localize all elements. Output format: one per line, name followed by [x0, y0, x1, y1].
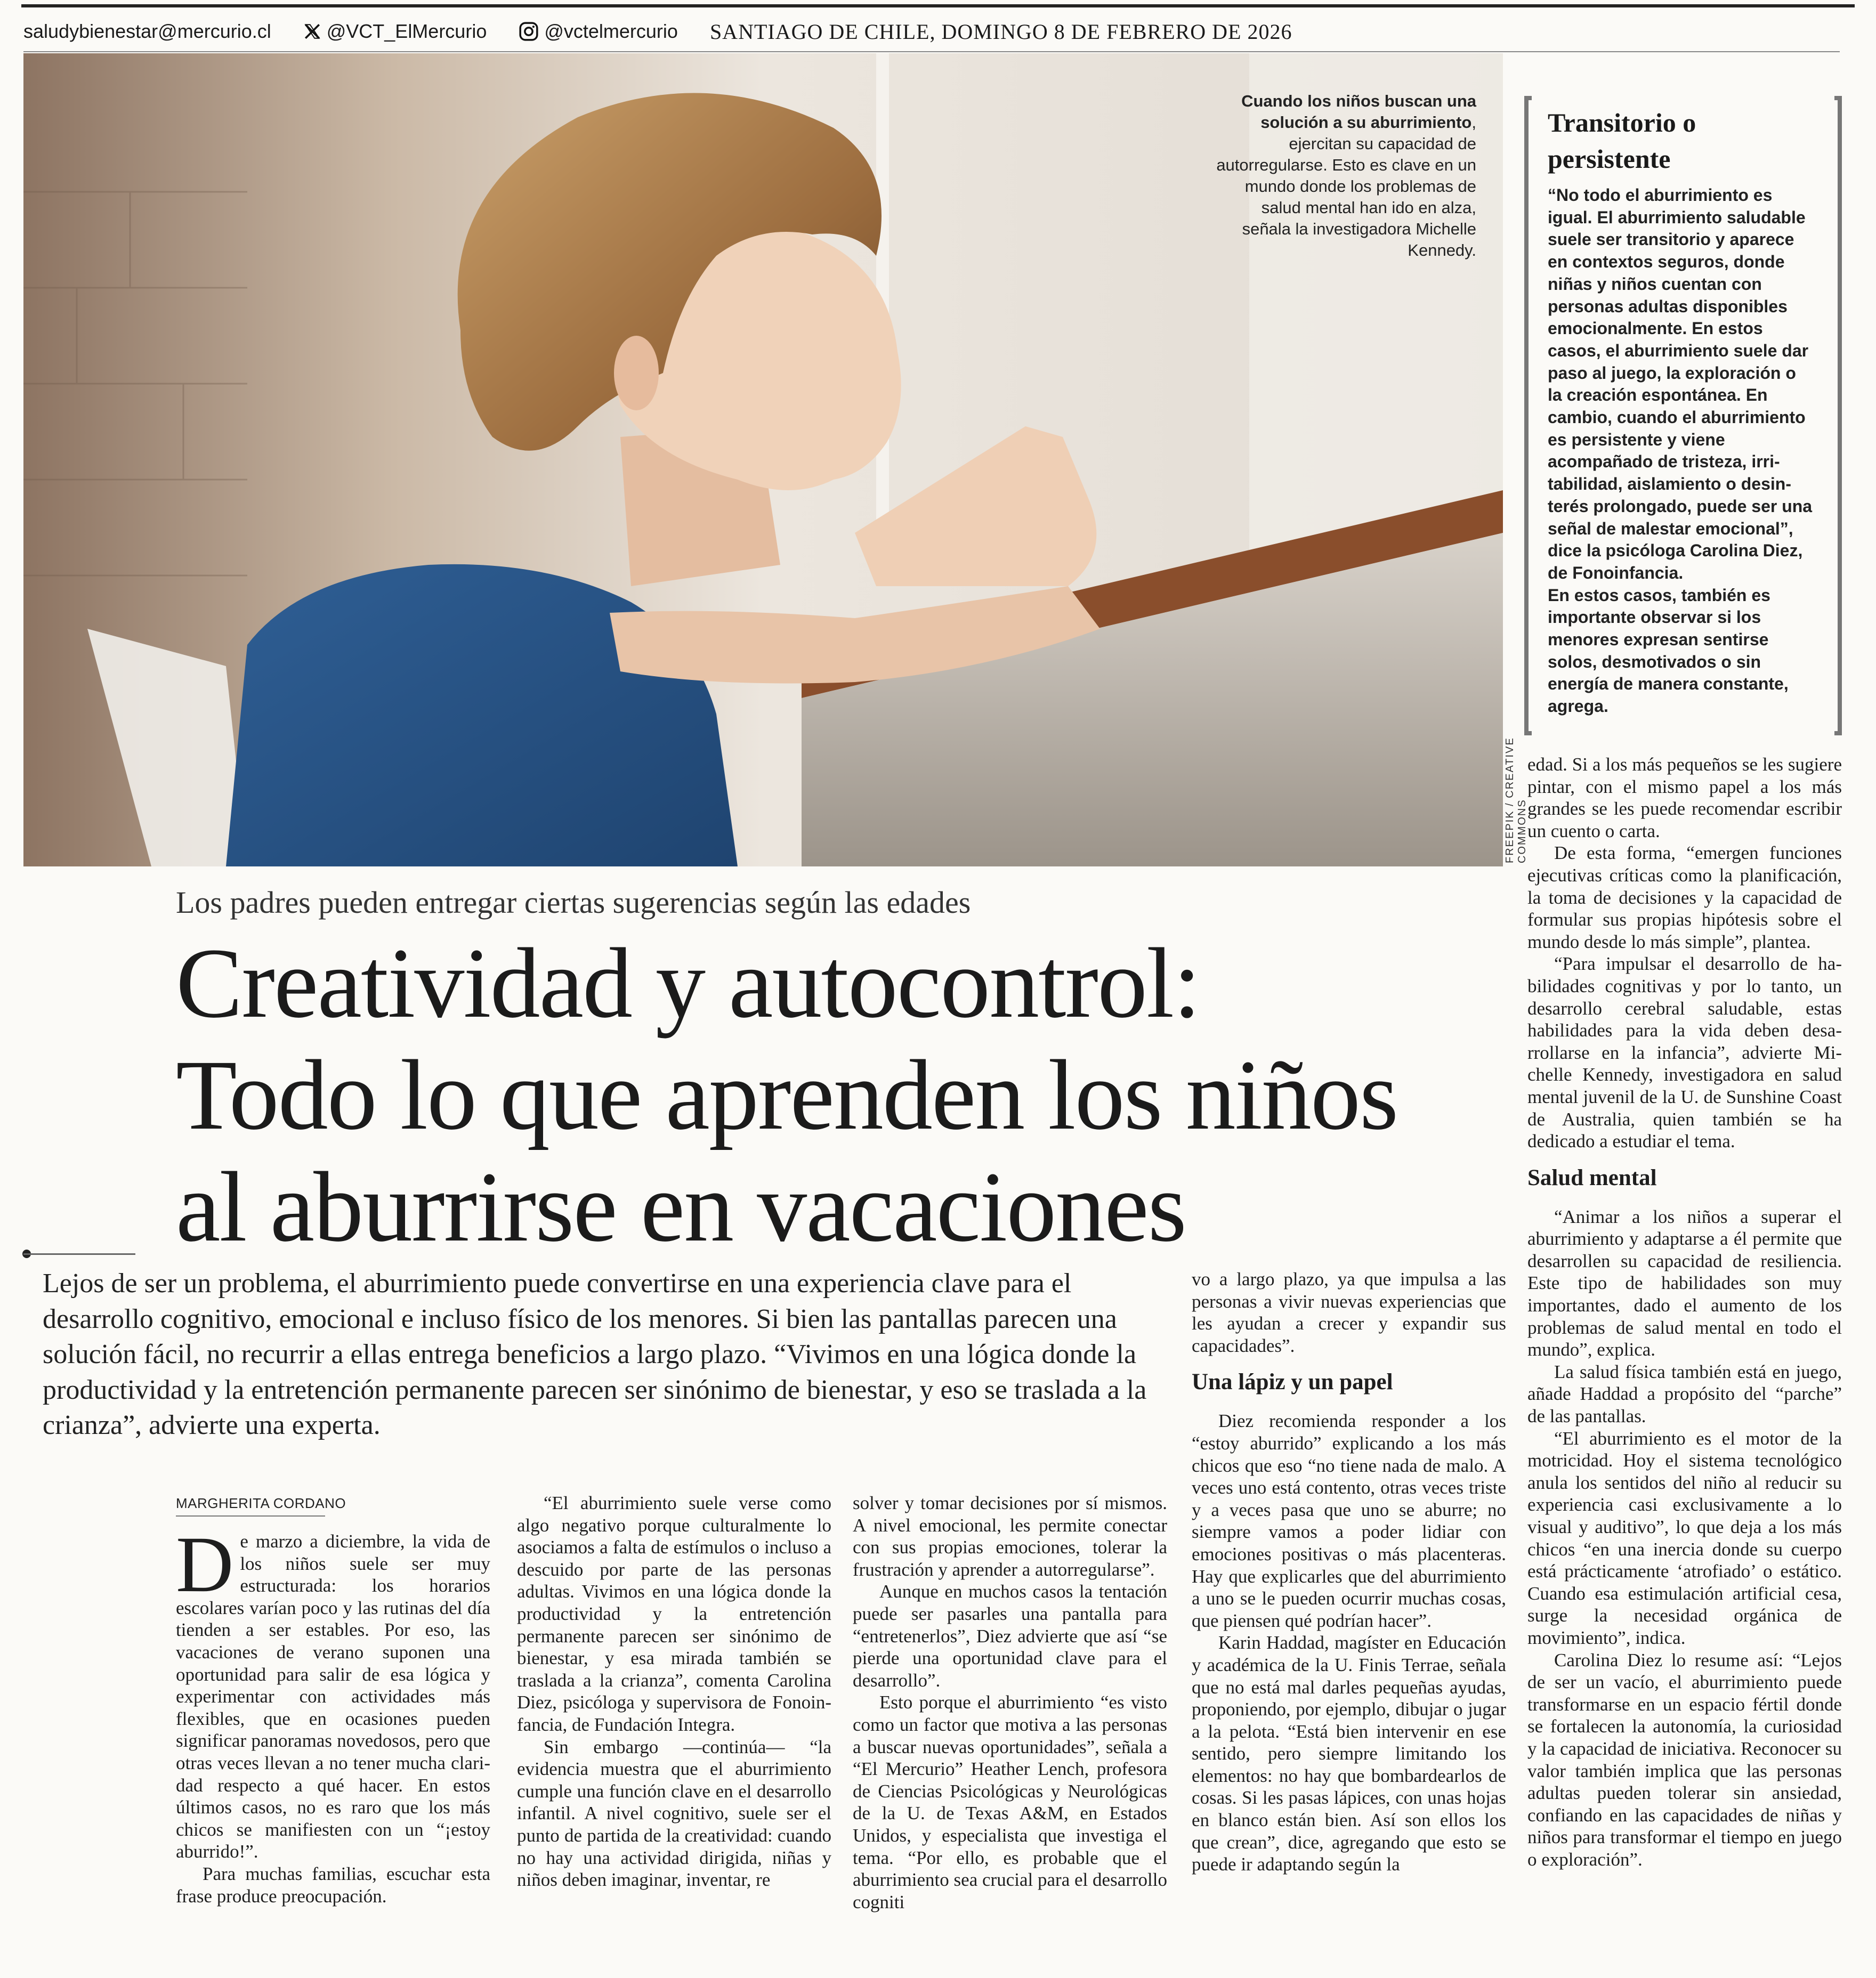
kicker: Los padres pueden entregar ciertas sugerencias según las edades	[176, 885, 971, 920]
paragraph: vo a largo plazo, ya que impulsa a las personas a vivir nuevas experiencias que les ayudan a crecer y expandir sus capacidades”.	[1192, 1269, 1506, 1356]
headline-line-1: Creatividad y autocontrol:	[176, 927, 1200, 1039]
page-header	[23, 12, 1841, 51]
article-column-3	[853, 1492, 1167, 1913]
sidebar-bracket-left	[1524, 96, 1532, 735]
paragraph: Carolina Diez lo resume así: “Lejos de ser un vacío, el aburrimiento puede transformarse en un espacio fértil donde se fortalecen la autonomía, la curiosidad y la capacidad de iniciativa. Reconocer su valor también implica que las personas adultas pueden tolerar sin ansiedad, confiando en las capacidades de niñas y niños para transformar el tiempo en juego o exploración”.	[1527, 1649, 1842, 1870]
paragraph: Sin embargo —continúa— “la evidencia muestra que el aburrimiento cumple una función clave en el desarrollo infantil. A nivel cognitivo, suele ser el punto de partida de la creatividad: cuando no hay una actividad dirigida, niñas y niños deben imaginar, inventar, re	[517, 1736, 831, 1891]
headline-line-2: Todo lo que aprenden los niños	[176, 1039, 1398, 1150]
header-rule	[23, 51, 1840, 52]
caption-bold: Cuando los niños buscan una solución a su aburrimiento	[1241, 92, 1476, 132]
paragraph: Aunque en muchos casos la tentación puede ser pasarles una pantalla para “entretenerlos”, Diez advierte que así “se pierde una oportunidad clave para el desarrollo”.	[853, 1581, 1167, 1691]
paragraph: La salud física también está en juego, añade Haddad a propósito del “parche” de las pantallas.	[1527, 1361, 1842, 1427]
sidebar-text	[1548, 184, 1814, 718]
paragraph: “El aburrimiento suele verse como algo negativo porque culturalmente lo asociamos a falta de estímulos o incluso a descuido por parte de las personas adultas. Vivimos en una lógica donde la productividad y la entretención permanente parecen ser sinónimo de bienestar, y esa mirada también se traslada a la crianza”, comenta Carolina Diez, psicóloga y supervisora de Fonoinfancia, de Fundación Integra.	[517, 1493, 831, 1735]
lede-marker-rule	[23, 1253, 135, 1255]
header-instagram[interactable]	[519, 20, 678, 43]
photo-credit: FREEPIK / CREATIVE COMMONS	[1504, 737, 1528, 863]
instagram-handle: @vctelmercurio	[544, 20, 678, 42]
paragraph: “Para impulsar el desarrollo de habilidades cognitivas y por lo tanto, un desarrollo cerebral saludable, estas habilidades para la vida deben desarrollarse en la infancia”, advierte Michelle Kennedy, investigadora en salud mental juvenil de la U. de Sunshine Coast de Australia, quien también se ha dedicado a estudiar el tema.	[1527, 953, 1842, 1152]
paragraph: Esto porque el aburrimiento “es visto como un factor que motiva a las personas a buscar nuevas oportunidades”, señala a “El Mercurio” Heather Lench, profesora de Ciencias Psicológicas y Neurológicas de la U. de Texas A&M, en Estados Unidos, y especialista que investiga el tema. “Por ello, es probable que el aburrimiento sea crucial para el desarrollo cogniti	[853, 1692, 1167, 1912]
subhead: Salud mental	[1527, 1165, 1657, 1190]
sidebar-paragraph: En estos casos, también es importante observar si los menores expresan sentirse solos, desmotivados o sin energía de manera constante, agrega.	[1548, 585, 1789, 716]
drop-cap: D	[176, 1520, 234, 1609]
article-column-1	[176, 1520, 490, 1907]
twitter-handle: @VCT_ElMercurio	[326, 20, 487, 42]
caption-text: , ejercitan su capacidad de autorregularse. Esto es clave en un mundo donde los problemas de salud mental han ido en alza, señala la investigadora Michelle Kennedy.	[1216, 113, 1476, 260]
byline-rule	[176, 1515, 325, 1517]
article-column-2	[517, 1492, 831, 1891]
photo-caption	[1215, 91, 1476, 261]
paragraph: De esta forma, “emergen funciones ejecutivas críticas como la planificación, la toma de decisiones y la capacidad de formular sus propias hipótesis sobre el mundo desde lo más simple”, plantea.	[1527, 842, 1842, 952]
header-email[interactable]	[23, 20, 271, 43]
paragraph: Diez recomienda responder a los “estoy aburrido” explicando a los más chicos que eso “no tiene nada de malo. A veces uno está contento, otras veces triste y a veces pasa que uno se aburre; no siempre vamos a poder lidiar con emociones positivas o más placenteras. Hay que explicarles que del aburrimiento a uno se le pueden ocurrir muchas cosas, que piensen qué podrían hacer”.	[1192, 1410, 1506, 1631]
paragraph: “Animar a los niños a superar el aburrimiento y adaptarse a él permite que desarrollen su capacidad de resiliencia. Este tipo de habilidades son muy importantes, dado el aumento de los problemas de salud mental en todo el mundo”, explica.	[1527, 1206, 1842, 1360]
paragraph: Para muchas familias, escuchar esta frase produce preocupación.	[176, 1863, 490, 1907]
top-rule	[21, 4, 1855, 7]
paragraph-text: e marzo a diciembre, la vida de los niños suele ser muy estructurada: los horarios escolares varían poco y las rutinas del día tienden a ser estables. Por eso, las vacaciones de verano suponen una oportunidad para salir de esa lógica y experimentar con actividades más flexibles, que en ocasiones pueden significar panoramas novedosos, pero que otras veces llevan a no tener mucha claridad respecto a qué hacer. En estos últimos casos, no es raro que los más chicos se manifiesten con un “¡estoy aburrido!”.	[176, 1531, 490, 1862]
paragraph: Karin Haddad, magíster en Educación y académica de la U. Finis Terrae, señala que no está mal darles pequeñas ayudas, proponiendo, por ejemplo, dibujar o jugar a la pelota. “Está bien intervenir en ese sentido, pero siempre limitando los elementos: no hay que bombardearlos de cosas. Si les pasas lápices, con unas hojas en blanco están bien. Así son ellos los que crean”, dice, agregando que esto se puede ir adaptando según la	[1192, 1632, 1506, 1875]
header-twitter[interactable]	[303, 20, 487, 43]
lede: Lejos de ser un problema, el aburrimiento puede convertirse en una experiencia clave para el desarrollo cognitivo, emocional e incluso físico de los menores. Si bien las pantallas parecen una solución fácil, no recurrir a ellas entrega beneficios a largo plazo. “Vivimos en una lógica donde la productividad y la entretención permanente parecen ser sinónimo de bienestar, y eso se traslada a la crianza”, advierte una experta.	[43, 1268, 1147, 1440]
x-logo-icon	[303, 22, 321, 40]
sidebar-box	[1524, 96, 1842, 735]
article-column-4	[1192, 1268, 1506, 1876]
email-text: saludybienestar@mercurio.cl	[23, 20, 271, 42]
sidebar-title: Transitorio o persistente	[1548, 108, 1696, 174]
sidebar-paragraph: “No todo el aburrimiento es igual. El aburrimiento saludable suele ser transitorio y aparece en contextos seguros, donde niñas y niños cuentan con personas adultas disponibles emocionalmente. En estos casos, el aburrimiento suele dar paso al juego, la exploración o la creación espontánea. En cambio, cuando el aburrimiento es persistente y viene acompañado de tristeza, irritabilidad, aislamiento o desinterés prolongado, puede ser una señal de malestar emocional”, dice la psicóloga Carolina Diez, de Fonoinfancia.	[1548, 185, 1813, 582]
paragraph: solver y tomar decisiones por sí mismos. A nivel emocional, les permite conectar con sus propias emociones, tolerar la frustración y aprender a autorregularse”.	[853, 1493, 1167, 1580]
headline	[176, 927, 1498, 1263]
paragraph: edad. Si a los más pequeños se les sugiere pintar, con el mismo papel a los más grandes se les puede recomendar escribir un cuento o carta.	[1527, 754, 1842, 841]
sidebar-bracket-right	[1834, 96, 1842, 735]
instagram-icon	[519, 21, 539, 42]
dateline: SANTIAGO DE CHILE, DOMINGO 8 DE FEBRERO DE 2026	[709, 19, 1292, 44]
paragraph: “El aburrimiento es el motor de la motricidad. Hoy el sistema tecnológico anula los sentidos del niño al reducir su experiencia casi exclusivamente a lo visual y auditivo”, lo que deja a los más chicos “en una inercia donde su cuerpo está prácticamente ‘atrofiado’ o estático. Cuando esa estimulación artificial cesa, surge la necesidad orgánica de movimiento”, indica.	[1527, 1428, 1842, 1648]
byline: MARGHERITA CORDANO	[176, 1495, 346, 1511]
paragraph	[176, 1520, 490, 1863]
subhead: Una lápiz y un papel	[1192, 1369, 1393, 1395]
article-column-5	[1527, 753, 1842, 1871]
headline-line-3: al aburrirse en vacaciones	[176, 1151, 1186, 1262]
